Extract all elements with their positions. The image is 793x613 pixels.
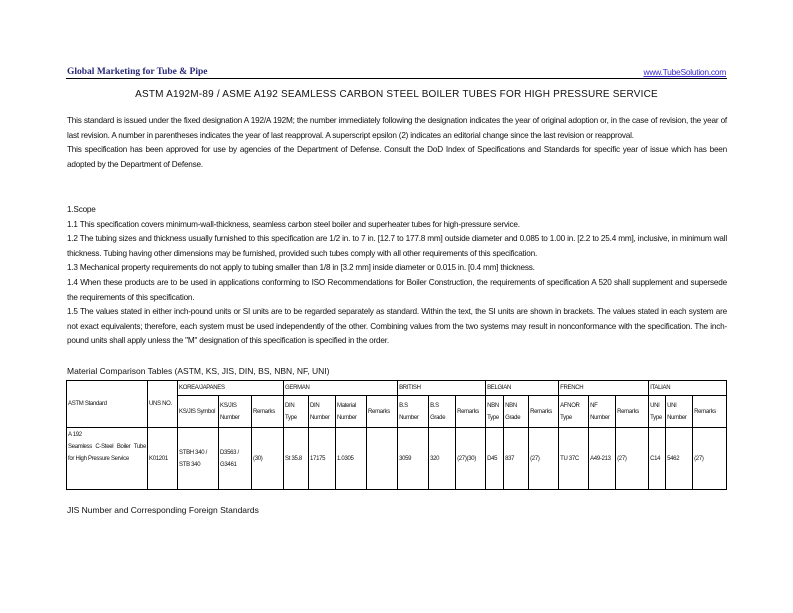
table-cell: D3563 / G3461 [219,428,252,490]
table-cell: (30) [252,428,284,490]
table-cell: 5462 [666,428,693,490]
group-header: BRITISH [398,381,486,396]
uns-cell: K01201 [148,428,178,490]
subheader: NF Number [589,396,616,428]
subheader: Remarks [693,396,727,428]
scope-item: 1.3 Mechanical property requirements do not apply to tubing smaller than 1/8 in [3.2 mm] inside diameter or 0.015 in. [0.4 mm] thickness. [67,263,535,273]
section-heading: JIS Number and Corresponding Foreign Standards [67,505,259,515]
scope-item: 1.4 When these products are to be used in applications conforming to ISO Recommendations for Boiler Construction, the requirements of specification A 520 shall supplement and supersede the requirements of this specification. [67,277,727,302]
subheader: UNI Number [666,396,693,428]
scope-section [67,203,727,349]
subheader: Remarks [252,396,284,428]
table-row [67,428,727,490]
table-cell: C14 [649,428,666,490]
table-cell: 320 [429,428,456,490]
table-cell: 837 [504,428,529,490]
subheader: DIN Type [284,396,309,428]
header-divider [66,78,727,79]
subheader: KS/JIS Number [219,396,252,428]
subheader: UNI Type [649,396,666,428]
intro [67,114,727,172]
header-astm: ASTM Standard [67,381,148,428]
scope-item: 1.5 The values stated in either inch-pound units or SI units are to be regarded separately as standard. Within the text, the SI units are shown in brackets. The values stated in each system are not exact equivalents; therefore, each system must be used independently of the other. Combining values from the two systems may result in nonconformance with the specification. The inch-pound units shall apply unless the "M" designation of this specification is specified in the order. [67,307,727,346]
group-header: FRENCH [559,381,649,396]
astm-standard: A 192 [68,432,82,438]
astm-cell [67,428,148,490]
astm-description: Seamless C-Steel Boiler Tube for High Pressure Service [68,444,146,462]
subheader: Remarks [616,396,649,428]
subheader: Remarks [529,396,559,428]
scope-heading: 1.Scope [67,205,96,214]
group-header: KOREA/JAPANES [178,381,284,396]
subheader: DIN Number [309,396,336,428]
table-cell: STBH 340 / STB 340 [178,428,219,490]
table-cell: 3059 [398,428,429,490]
table-cell: D45 [486,428,504,490]
table-cell: 17175 [309,428,336,490]
table-cell: TU 37C [559,428,589,490]
scope-item: 1.1 This specification covers minimum-wall-thickness, seamless carbon steel boiler and superheater tubes for high-pressure service. [67,219,520,229]
subheader: NBN Grade [504,396,529,428]
group-header: BELGIAN [486,381,559,396]
table-cell: (27)(30) [456,428,486,490]
table-cell: (27) [616,428,649,490]
group-header: ITALIAN [649,381,727,396]
subheader: AFNOR Type [559,396,589,428]
document-title: ASTM A192M-89 / ASME A192 SEAMLESS CARBON STEEL BOILER TUBES FOR HIGH PRESSURE SERVICE [135,89,658,100]
table-cell: 1.0305 [336,428,367,490]
table-cell: (27) [529,428,559,490]
material-comparison-table [66,380,727,490]
intro-paragraph: This standard is issued under the fixed designation A 192/A 192M; the number immediately following the designation indicates the year of original adoption or, in the case of revision, the year of last revision. A number in parentheses indicates the year of last reapproval. A superscript epsilon (2) indicates an editorial change since the last revision or reapproval. [67,116,727,140]
table-cell: A49-213 [589,428,616,490]
table-cell [367,428,398,490]
subheader: Remarks [456,396,486,428]
table-caption: Material Comparison Tables (ASTM, KS, JIS, DIN, BS, NBN, NF, UNI) [67,366,330,376]
subheader: B.S Grade [429,396,456,428]
website-link[interactable]: www.TubeSolution.com [643,67,726,77]
group-header: GERMAN [284,381,398,396]
table-cell: (27) [693,428,727,490]
subheader: NBN Type [486,396,504,428]
table-cell: St 35.8 [284,428,309,490]
header-uns: UNS NO. [148,381,178,428]
company-name: Global Marketing for Tube & Pipe [67,67,208,77]
intro-paragraph: This specification has been approved for use by agencies of the Department of Defense. Consult the DoD Index of Specifications and Standards for specific year of issue which has been adopted by the Department of Defense. [67,145,727,169]
subheader: Material Number [336,396,367,428]
subheader: B.S Number [398,396,429,428]
subheader: KS/JIS Symbol [178,396,219,428]
scope-item: 1.2 The tubing sizes and thickness usually furnished to this specification are 1/2 in. to 7 in. [12.7 to 177.8 mm] outside diameter and 0.085 to 1.00 in. [2.2 to 25.4 mm], inclusive, in minimum wall thickness. Tubing having other dimensions may be furnished, provided such tubes comply with all other requirements of this specification. [67,234,727,258]
subheader: Remarks [367,396,398,428]
